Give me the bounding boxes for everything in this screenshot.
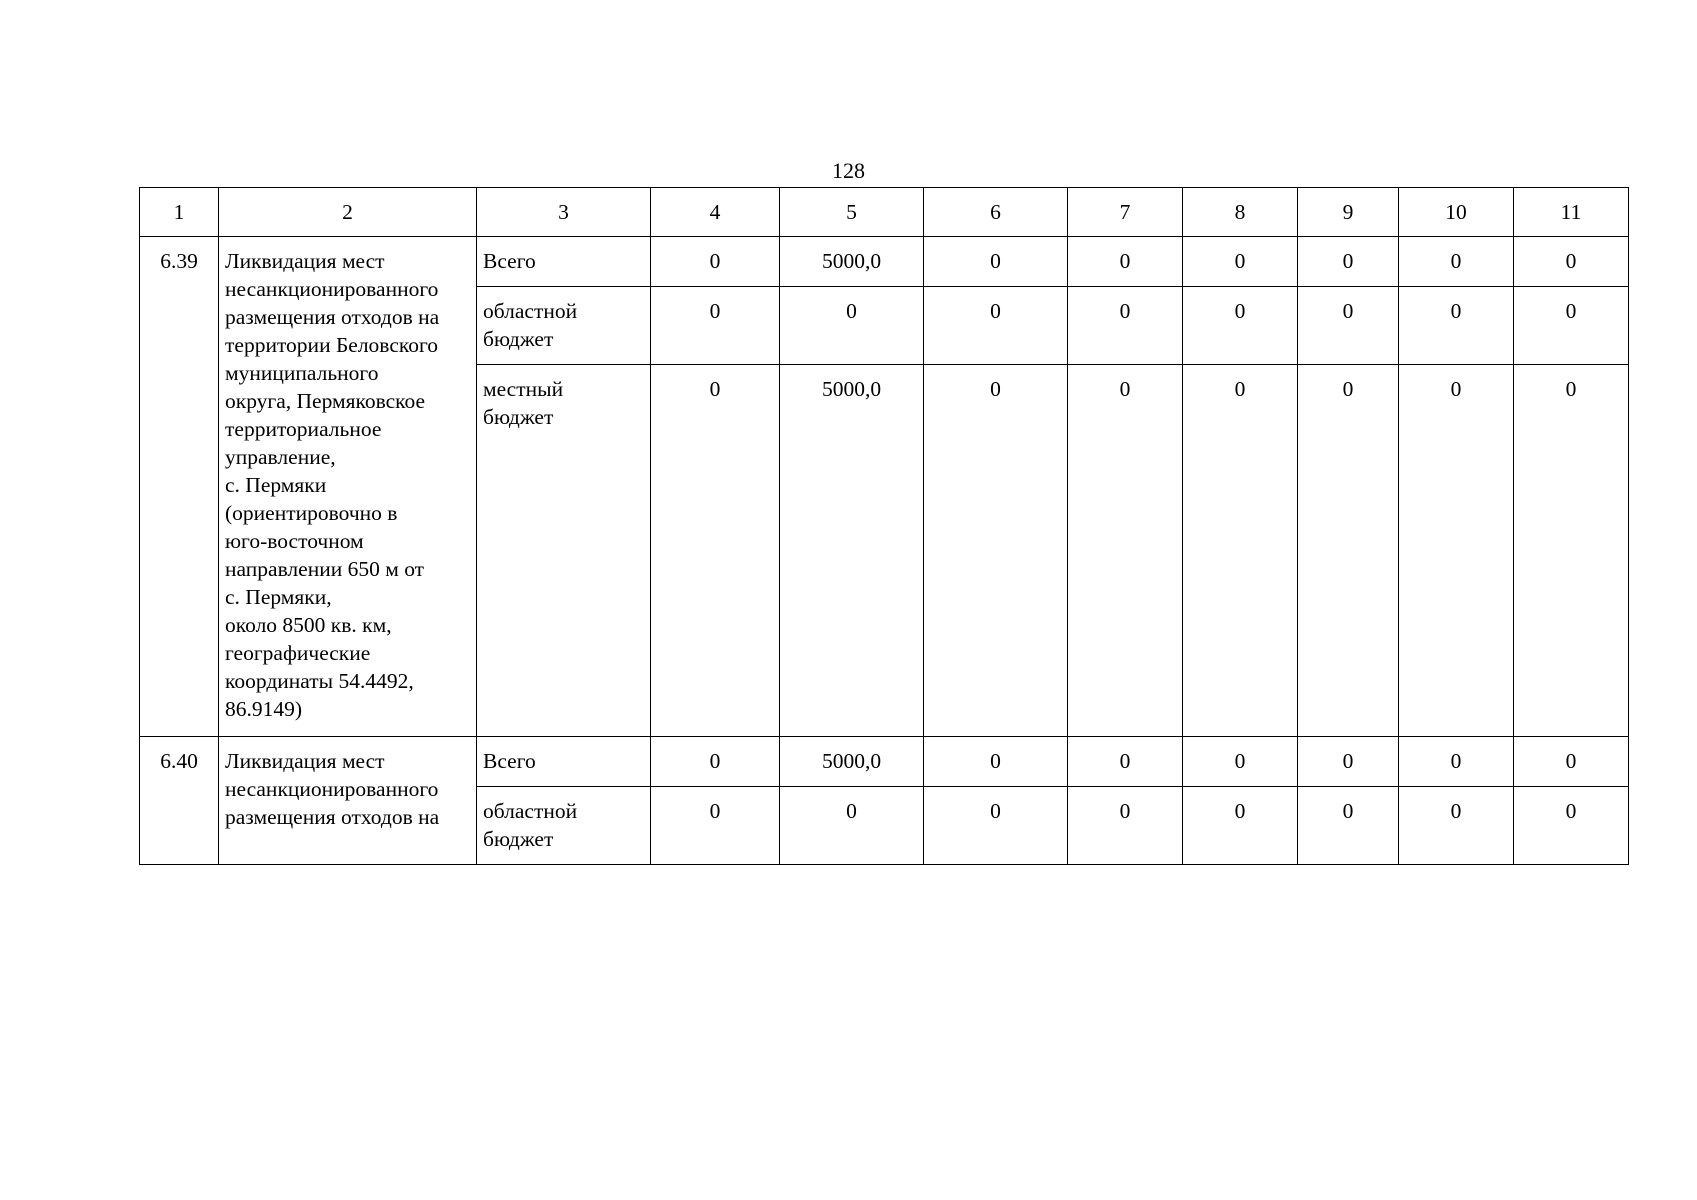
header-cell: 10 <box>1399 188 1514 237</box>
value-cell: 0 <box>651 237 780 287</box>
value-cell: 0 <box>924 287 1068 365</box>
item-name: Ликвидация мест несанкционированного размещения отходов на <box>219 737 477 865</box>
value-cell: 0 <box>1298 287 1399 365</box>
value-cell: 0 <box>1068 365 1183 737</box>
header-cell: 6 <box>924 188 1068 237</box>
value-cell: 0 <box>1298 237 1399 287</box>
value-cell: 5000,0 <box>780 737 924 787</box>
value-cell: 0 <box>1514 365 1629 737</box>
header-cell: 11 <box>1514 188 1629 237</box>
value-cell: 0 <box>651 737 780 787</box>
value-cell: 0 <box>1514 237 1629 287</box>
header-cell: 9 <box>1298 188 1399 237</box>
header-cell: 7 <box>1068 188 1183 237</box>
header-cell: 8 <box>1183 188 1298 237</box>
value-cell: 0 <box>1068 737 1183 787</box>
header-row <box>140 188 1629 237</box>
value-cell: 0 <box>1068 237 1183 287</box>
value-cell: 0 <box>1514 787 1629 865</box>
page-number: 128 <box>832 158 865 183</box>
header-cell: 2 <box>219 188 477 237</box>
value-cell: 0 <box>1183 237 1298 287</box>
value-cell: 0 <box>1183 287 1298 365</box>
value-cell: 0 <box>924 365 1068 737</box>
table-row <box>140 237 1629 287</box>
header-cell: 5 <box>780 188 924 237</box>
funding-source: местный бюджет <box>477 365 651 737</box>
value-cell: 0 <box>924 237 1068 287</box>
value-cell: 0 <box>1183 737 1298 787</box>
value-cell: 0 <box>1183 787 1298 865</box>
value-cell: 0 <box>1183 365 1298 737</box>
value-cell: 0 <box>1399 787 1514 865</box>
value-cell: 0 <box>1399 237 1514 287</box>
value-cell: 0 <box>1068 787 1183 865</box>
item-name: Ликвидация мест несанкционированного размещения отходов на территории Беловского муниципального округа, Пермяковское территориальное управление, с. Пермяки (ориентировочно в юго-восточном направлении 650 м от с. Пермяки, около 8500 кв. км, географические координаты 54.4492, 86.9149) <box>219 237 477 737</box>
value-cell: 5000,0 <box>780 237 924 287</box>
header-cell: 3 <box>477 188 651 237</box>
value-cell: 0 <box>924 787 1068 865</box>
value-cell: 0 <box>780 787 924 865</box>
item-number: 6.39 <box>140 237 219 737</box>
value-cell: 5000,0 <box>780 365 924 737</box>
value-cell: 0 <box>1298 737 1399 787</box>
value-cell: 0 <box>780 287 924 365</box>
item-number: 6.40 <box>140 737 219 865</box>
header-cell: 4 <box>651 188 780 237</box>
value-cell: 0 <box>1514 287 1629 365</box>
value-cell: 0 <box>1068 287 1183 365</box>
value-cell: 0 <box>651 787 780 865</box>
value-cell: 0 <box>1399 737 1514 787</box>
funding-source: областной бюджет <box>477 287 651 365</box>
value-cell: 0 <box>1399 365 1514 737</box>
budget-table <box>139 187 1629 865</box>
value-cell: 0 <box>651 365 780 737</box>
value-cell: 0 <box>1514 737 1629 787</box>
value-cell: 0 <box>924 737 1068 787</box>
value-cell: 0 <box>651 287 780 365</box>
funding-source: Всего <box>477 737 651 787</box>
value-cell: 0 <box>1399 287 1514 365</box>
value-cell: 0 <box>1298 365 1399 737</box>
header-cell: 1 <box>140 188 219 237</box>
funding-source: областной бюджет <box>477 787 651 865</box>
value-cell: 0 <box>1298 787 1399 865</box>
funding-source: Всего <box>477 237 651 287</box>
table-row <box>140 737 1629 787</box>
